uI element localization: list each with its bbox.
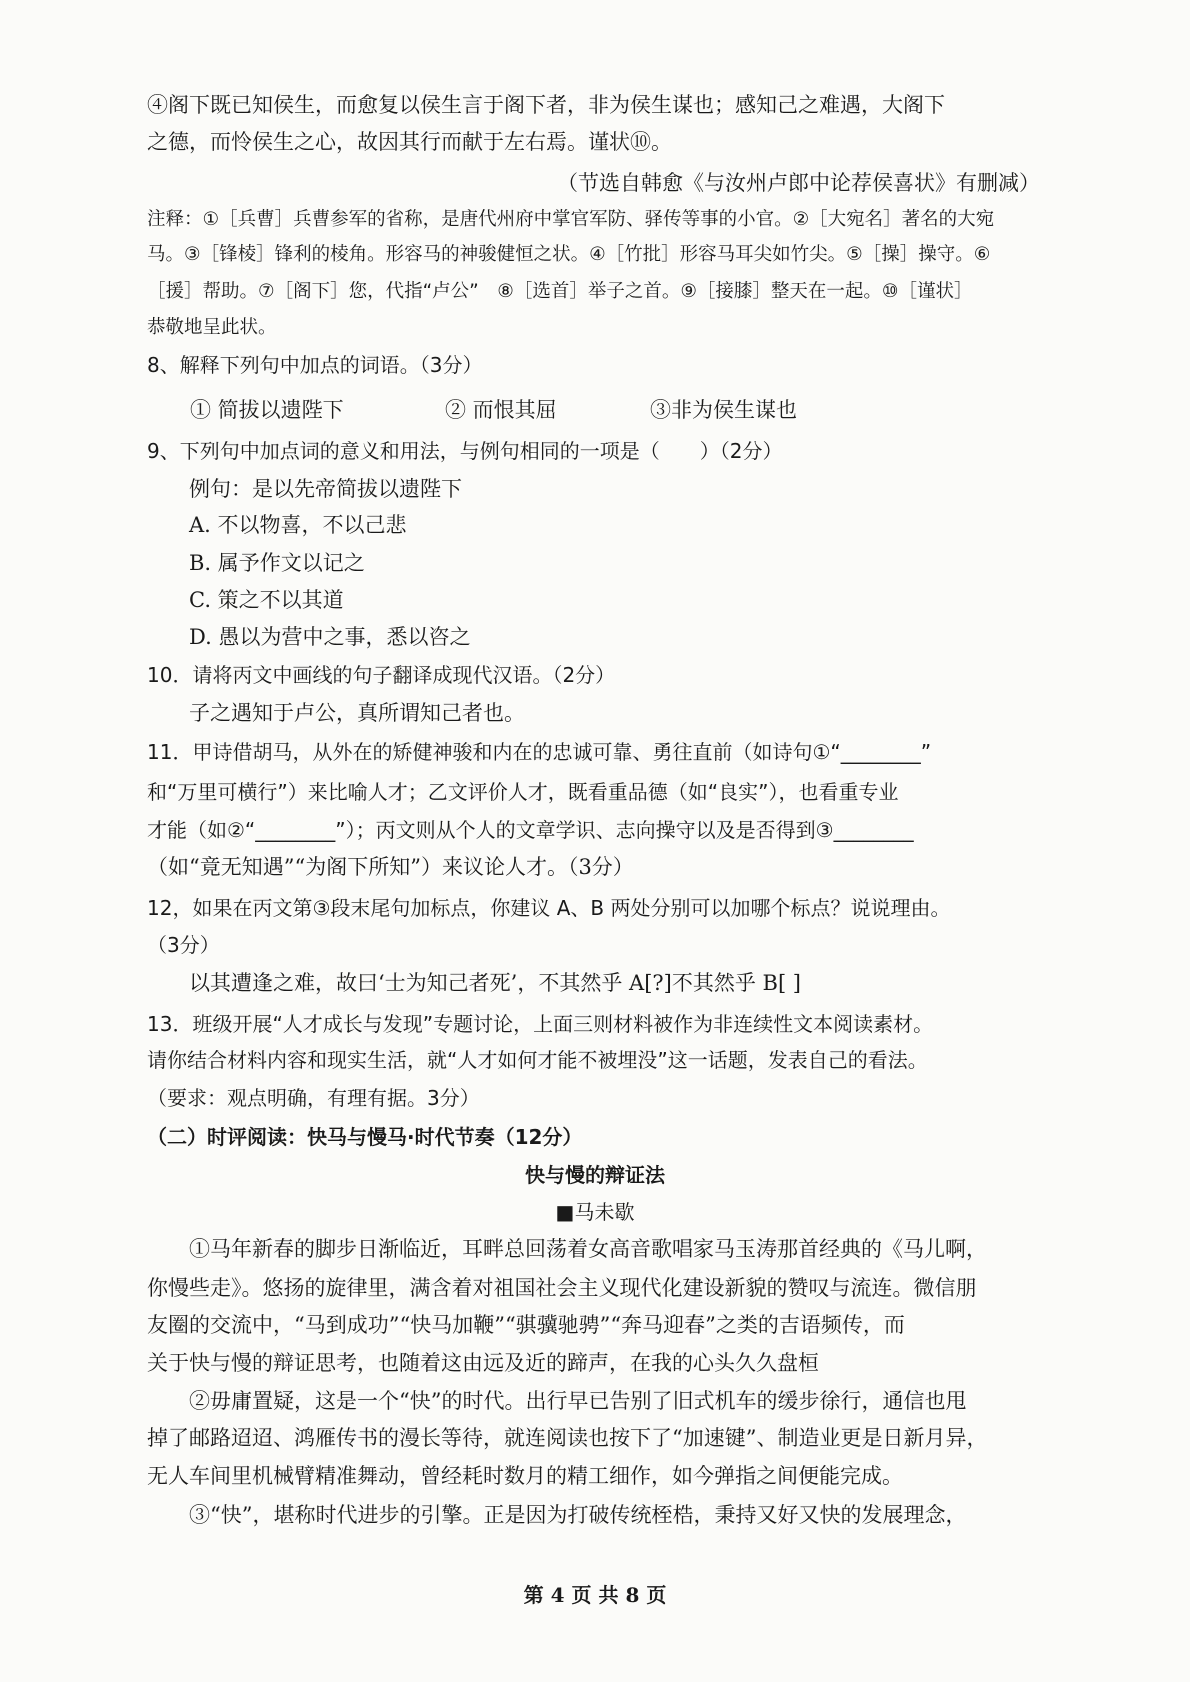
q11-line2: 和“万里可横行”）来比喻人才；乙文评价人才，既看重品德（如“良实”），也看重专业 bbox=[147, 780, 899, 804]
q8-stem: 8、解释下列句中加点的词语。（3分） bbox=[147, 353, 483, 377]
article-p1-line3: 友圈的交流中，“马到成功”“快马加鞭”“骐骥驰骋”“奔马迎春”之类的吉语频传，而 bbox=[147, 1313, 905, 1337]
q8-item1: ① 简拔以遗陛下 bbox=[190, 398, 344, 422]
notes-line4: 恭敬地呈此状。 bbox=[147, 317, 277, 338]
page-footer: 第 4 页 共 8 页 bbox=[523, 1583, 667, 1607]
q12-line1: 12，如果在丙文第③段末尾句加标点，你建议 A、B 两处分别可以加哪个标点？说说理由。 bbox=[147, 896, 951, 920]
q9-option-b: B. 属予作文以记之 bbox=[189, 551, 365, 575]
q8-item3: ③非为侯生谋也 bbox=[650, 398, 797, 422]
q13-line2: 请你结合材料内容和现实生活，就“人才如何才能不被埋没”这一话题，发表自己的看法。 bbox=[147, 1048, 928, 1072]
q9-option-c: C. 策之不以其道 bbox=[189, 588, 344, 612]
passage-source: （节选自韩愈《与汝州卢郎中论荐侯喜状》有删减） bbox=[557, 171, 1040, 195]
article-p2-line1: ②毋庸置疑，这是一个“快”的时代。出行早已告别了旧式机车的缓步徐行，通信也甩 bbox=[189, 1389, 967, 1413]
q11-line1: 11．甲诗借胡马，从外在的矫健神骏和内在的忠诚可靠、勇往直前（如诗句①“________” bbox=[147, 740, 932, 764]
notes-line1: 注释：①［兵曹］兵曹参军的省称，是唐代州府中掌官军防、驿传等事的小官。②［大宛名］著名的大宛 bbox=[147, 209, 995, 230]
article-title: 快与慢的辩证法 bbox=[525, 1163, 665, 1187]
article-p2-line3: 无人车间里机械臂精准舞动，曾经耗时数月的精工细作，如今弹指之间便能完成。 bbox=[147, 1464, 903, 1488]
q12-sentence: 以其遭逢之难，故曰‘士为知己者死’，不其然乎 A[?]不其然乎 B[ ] bbox=[189, 971, 802, 995]
q13-line3: （要求：观点明确，有理有据。3分） bbox=[147, 1086, 480, 1110]
section2-heading: （二）时评阅读：快马与慢马·时代节奏（12分） bbox=[147, 1125, 583, 1149]
q11-line4: （如“竟无知遇”“为阁下所知”）来议论人才。（3分） bbox=[147, 855, 634, 879]
article-author: ■马未歇 bbox=[555, 1200, 635, 1224]
q10-stem: 10．请将丙文中画线的句子翻译成现代汉语。（2分） bbox=[147, 663, 616, 687]
q13-line1: 13．班级开展“人才成长与发现”专题讨论，上面三则材料被作为非连续性文本阅读素材。 bbox=[147, 1012, 934, 1036]
notes-line2: 马。③［锋棱］锋利的棱角。形容马的神骏健恒之状。④［竹批］形容马耳尖如竹尖。⑤［操］操守。⑥ bbox=[147, 244, 991, 265]
q9-option-d: D. 愚以为营中之事，悉以咨之 bbox=[189, 625, 471, 649]
article-p1-line2: 你慢些走》。悠扬的旋律里，满含着对祖国社会主义现代化建设新貌的赞叹与流连。微信朋 bbox=[147, 1276, 977, 1300]
q9-stem: 9、下列句中加点词的意义和用法，与例句相同的一项是（ ）（2分） bbox=[147, 439, 783, 463]
q9-example: 例句：是以先帝简拔以遗陛下 bbox=[189, 477, 462, 501]
q9-option-a: A. 不以物喜，不以己悲 bbox=[189, 513, 407, 537]
article-p2-line2: 掉了邮路迢迢、鸿雁传书的漫长等待，就连阅读也按下了“加速键”、制造业更是日新月异， bbox=[147, 1426, 988, 1450]
q10-sentence: 子之遇知于卢公，真所谓知己者也。 bbox=[189, 701, 525, 725]
passage-para4-line1: ④阁下既已知侯生，而愈复以侯生言于阁下者，非为侯生谋也；感知己之难遇，大阁下 bbox=[147, 93, 945, 117]
article-p3-line1: ③“快”，堪称时代进步的引擎。正是因为打破传统桎梏，秉持又好又快的发展理念， bbox=[189, 1503, 967, 1527]
q11-line3: 才能（如②“________”）；丙文则从个人的文章学识、志向操守以及是否得到③________ bbox=[147, 818, 914, 842]
q12-line2: （3分） bbox=[147, 933, 220, 957]
q8-item2: ② 而恨其屈 bbox=[445, 398, 557, 422]
article-p1-line1: ①马年新春的脚步日渐临近，耳畔总回荡着女高音歌唱家马玉涛那首经典的《马儿啊， bbox=[189, 1237, 987, 1261]
article-p1-line4: 关于快与慢的辩证思考，也随着这由远及近的蹄声，在我的心头久久盘桓 bbox=[147, 1351, 819, 1375]
passage-para4-line2: 之德，而怜侯生之心，故因其行而献于左右焉。谨状⑩。 bbox=[147, 130, 672, 154]
notes-line3: ［援］帮助。⑦［阁下］您，代指“卢公” ⑧［选首］举子之首。⑨［接膝］整天在一起。⑩［谨状］ bbox=[147, 281, 973, 302]
